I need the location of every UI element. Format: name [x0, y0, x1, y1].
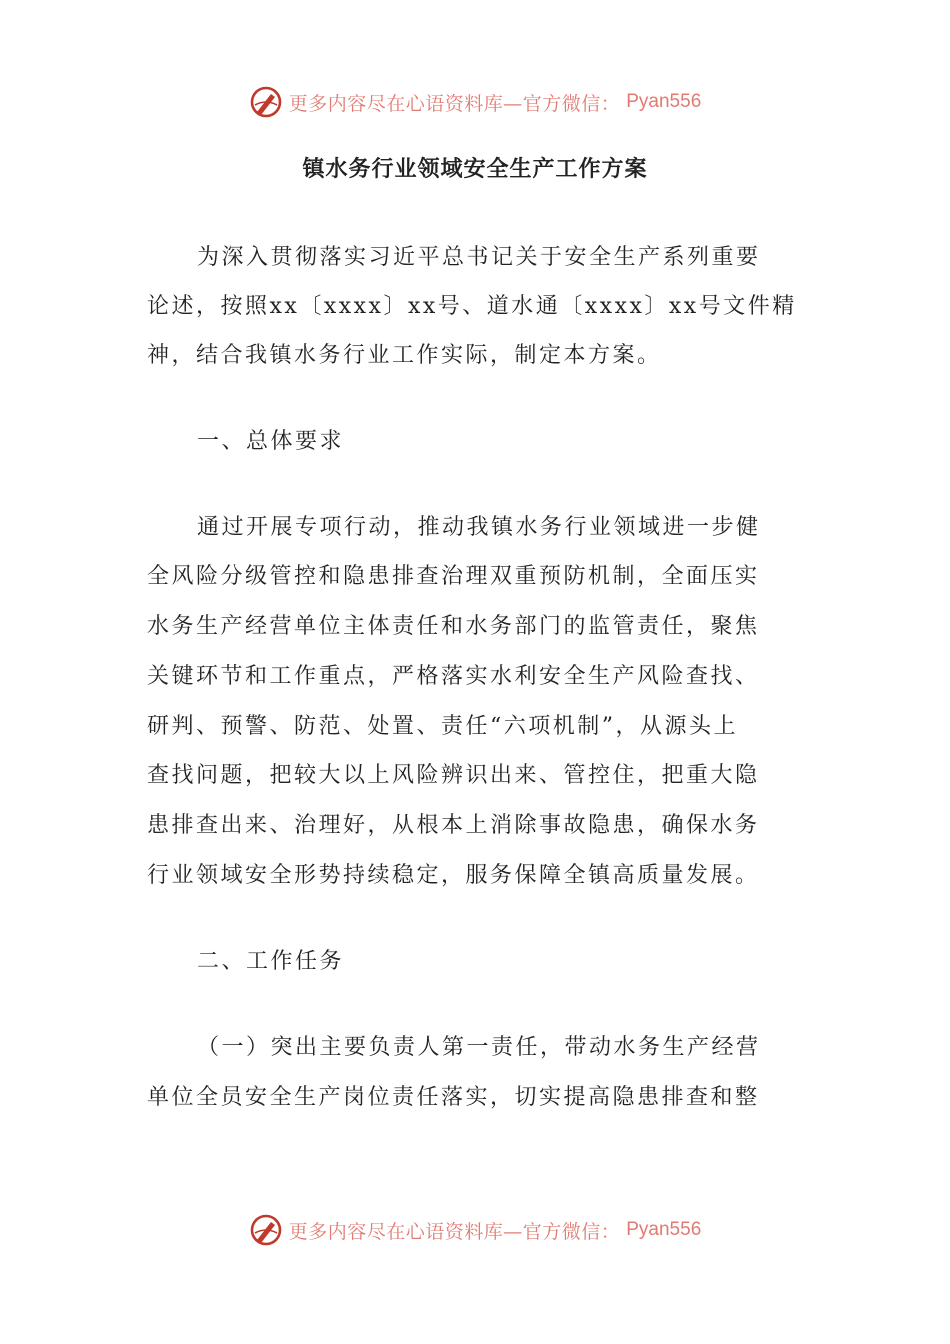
- banner-text: 更多内容尽在心语资料库—官方微信：: [288, 92, 621, 115]
- banner-wechat-handle: Pyan556: [626, 1219, 702, 1240]
- paragraph-line: 全风险分级管控和隐患排查治理双重预防机制，全面压实: [147, 564, 760, 589]
- header-banner: [0, 82, 950, 122]
- paragraph-line: 论述，按照xx〔xxxx〕xx号、道水通〔xxxx〕xx号文件精: [147, 294, 797, 319]
- pen-circle-logo-icon: [249, 85, 283, 119]
- paragraph-line: 患排查出来、治理好，从根本上消除事故隐患，确保水务: [147, 813, 760, 838]
- paragraph-line: （一）突出主要负责人第一责任，带动水务生产经营: [197, 1035, 761, 1060]
- paragraph-line: 水务生产经营单位主体责任和水务部门的监管责任，聚焦: [147, 614, 760, 639]
- paragraph-line: 行业领域安全形势持续稳定，服务保障全镇高质量发展。: [147, 863, 760, 888]
- paragraph-line: 关键环节和工作重点，严格落实水利安全生产风险查找、: [147, 664, 760, 689]
- section-heading: 一、总体要求: [197, 429, 345, 454]
- banner-text: 更多内容尽在心语资料库—官方微信：: [288, 1220, 621, 1243]
- footer-banner: [0, 1210, 950, 1250]
- banner-wechat-handle: Pyan556: [626, 91, 702, 112]
- paragraph-line: 研判、预警、防范、处置、责任“六项机制”，从源头上: [147, 714, 738, 739]
- document-title: 镇水务行业领域安全生产工作方案: [302, 157, 648, 182]
- paragraph-line: 通过开展专项行动，推动我镇水务行业领域进一步健: [197, 515, 761, 540]
- paragraph-line: 查找问题，把较大以上风险辨识出来、管控住，把重大隐: [147, 763, 760, 788]
- paragraph-line: 单位全员安全生产岗位责任落实，切实提高隐患排查和整: [147, 1085, 760, 1110]
- paragraph-line: 为深入贯彻落实习近平总书记关于安全生产系列重要: [197, 245, 761, 270]
- pen-circle-logo-icon: [249, 1213, 283, 1247]
- paragraph-line: 神，结合我镇水务行业工作实际，制定本方案。: [147, 343, 662, 368]
- section-heading: 二、工作任务: [197, 949, 345, 974]
